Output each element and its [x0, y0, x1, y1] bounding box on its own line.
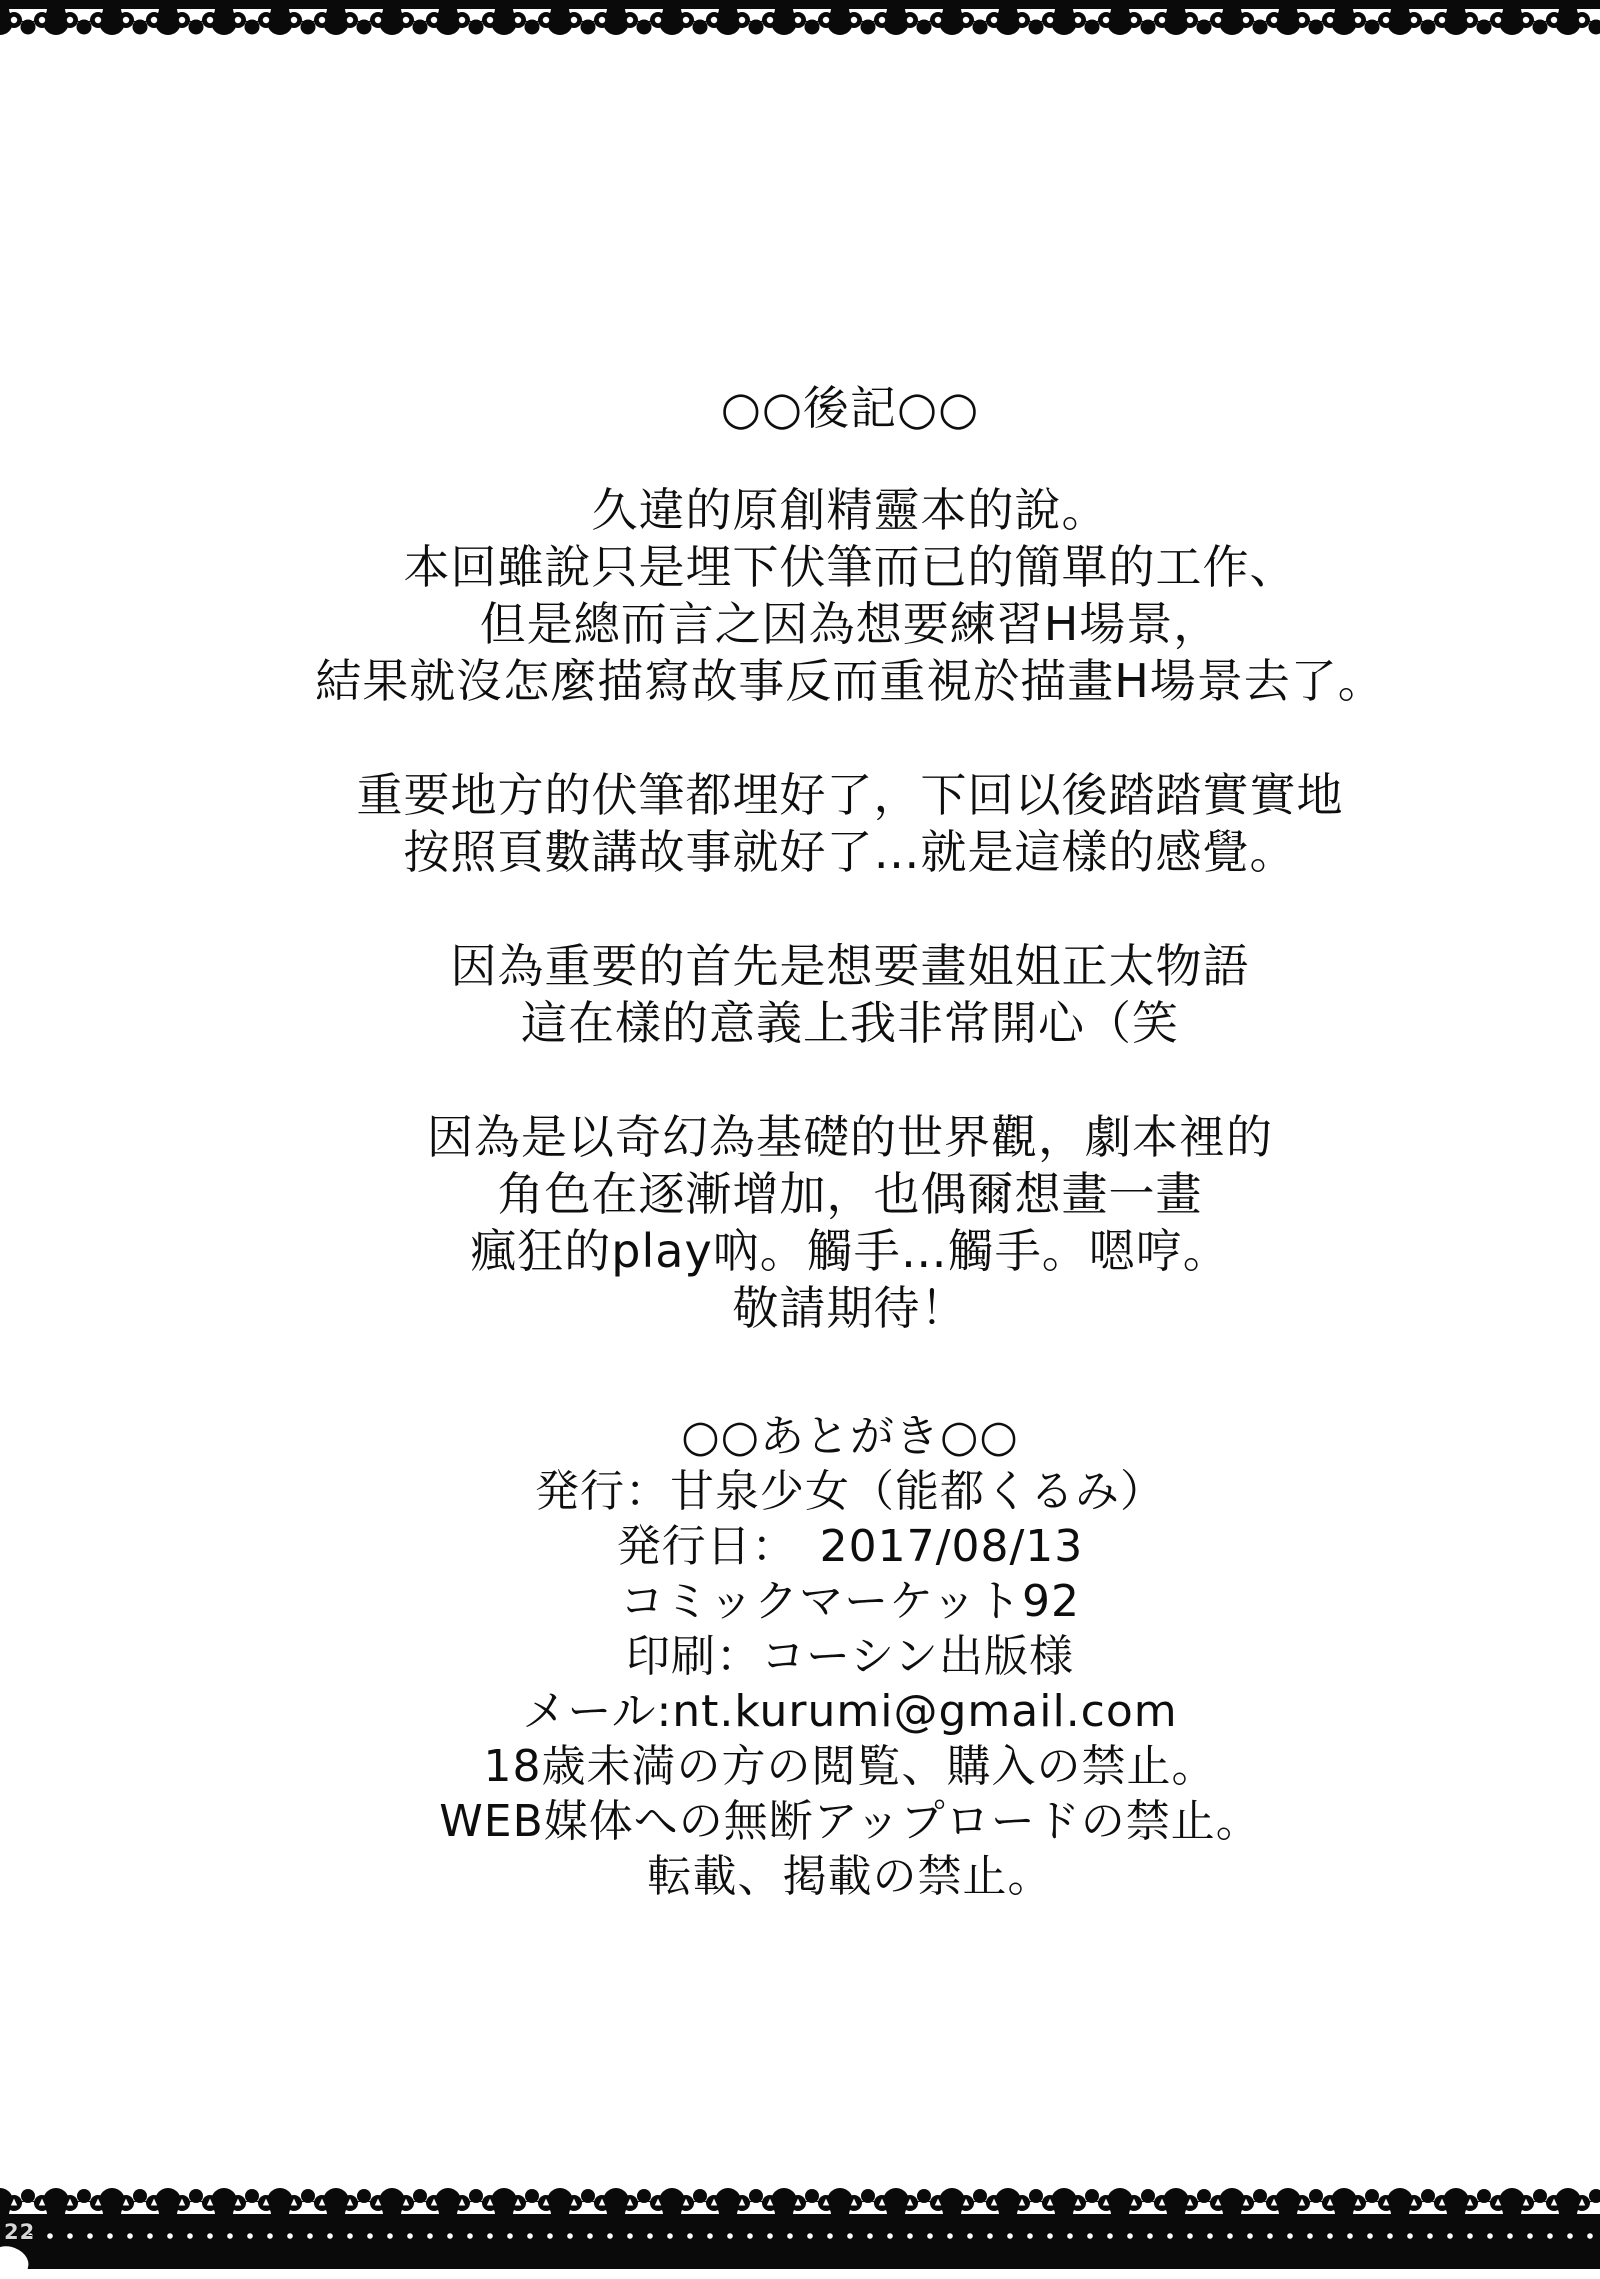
colophon — [100, 1409, 1600, 1904]
paragraph — [100, 767, 1600, 881]
afterword-line: 敬請期待！ — [732, 1281, 968, 1335]
afterword-line: 久違的原創精靈本的說。 — [591, 483, 1109, 537]
colophon-line-printer: 印刷：コーシン出版様 — [625, 1631, 1075, 1682]
paragraph — [100, 482, 1600, 710]
afterword-line: 角色在逐漸增加，也偶爾想畫一畫 — [497, 1167, 1203, 1221]
afterword-line: 因為是以奇幻為基礎的世界觀，劇本裡的 — [427, 1110, 1273, 1164]
colophon-line-event: コミックマーケット92 — [620, 1576, 1080, 1627]
afterword-line: 瘋狂的play吶。觸手…觸手。嗯哼。 — [470, 1224, 1230, 1278]
colophon-line-upload-notice: WEB媒体への無断アップロードの禁止。 — [439, 1796, 1261, 1847]
afterword-page — [0, 380, 1600, 1904]
paragraph — [100, 1109, 1600, 1337]
colophon-heading: ○○あとがき○○ — [681, 1411, 1019, 1462]
colophon-line-repost-notice: 転載、掲載の禁止。 — [647, 1851, 1053, 1902]
colophon-line-publish-date: 発行日： 2017/08/13 — [616, 1521, 1084, 1572]
afterword-line: 但是總而言之因為想要練習H場景， — [479, 597, 1221, 651]
colophon-line-publisher: 発行：甘泉少女（能都くるみ） — [535, 1466, 1165, 1517]
bottom-lace-border — [0, 2179, 1600, 2269]
top-lace-border — [0, 0, 1600, 44]
paragraph — [100, 938, 1600, 1052]
afterword-line: 結果就沒怎麼描寫故事反而重視於描畫H場景去了。 — [315, 654, 1385, 708]
colophon-line-email: メール:nt.kurumi@gmail.com — [522, 1686, 1178, 1737]
page-number: 22 — [4, 2220, 36, 2244]
afterword-line: 按照頁數講故事就好了…就是這樣的感覺。 — [403, 825, 1297, 879]
afterword-line: 重要地方的伏筆都埋好了，下回以後踏踏實實地 — [356, 768, 1344, 822]
afterword-line: 因為重要的首先是想要畫姐姐正太物語 — [450, 939, 1250, 993]
page-title: ○○後記○○ — [720, 381, 980, 435]
colophon-line-age-notice: 18歳未満の方の閲覧、購入の禁止。 — [483, 1741, 1217, 1792]
afterword-line: 本回雖說只是埋下伏筆而已的簡單的工作、 — [403, 540, 1297, 594]
afterword-line: 這在樣的意義上我非常開心（笑 — [521, 996, 1179, 1050]
